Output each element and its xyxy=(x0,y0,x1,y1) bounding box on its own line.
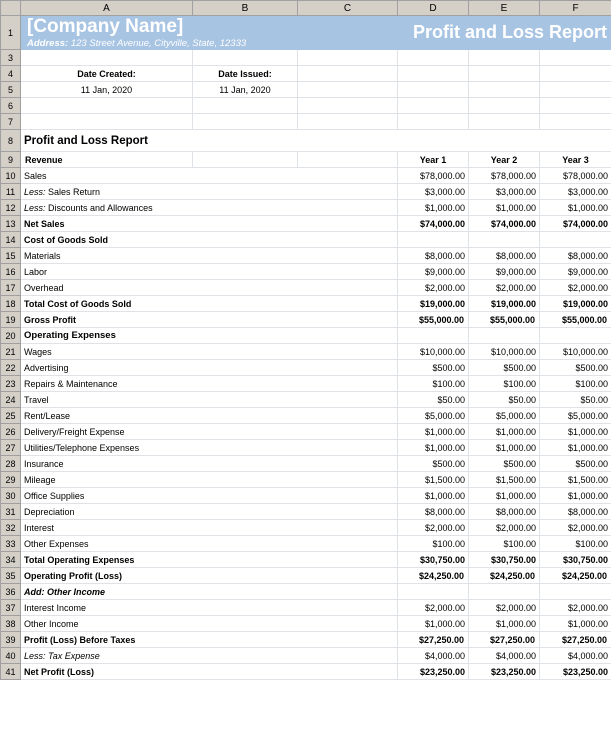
cell-b7[interactable] xyxy=(193,114,298,130)
line-materials-year2[interactable]: $8,000.00 xyxy=(469,248,540,264)
cell-f36[interactable] xyxy=(540,584,611,600)
line-advertising-year2[interactable]: $500.00 xyxy=(469,360,540,376)
cell-c6[interactable] xyxy=(298,98,398,114)
line-net-sales-year1[interactable]: $74,000.00 xyxy=(398,216,469,232)
line-operating-profit-year2[interactable]: $24,250.00 xyxy=(469,568,540,584)
row-24 xyxy=(1,392,611,408)
line-label-other-income[interactable]: Other Income xyxy=(21,616,398,632)
cell-e36[interactable] xyxy=(469,584,540,600)
line-profit-before-taxes-year2[interactable]: $27,250.00 xyxy=(469,632,540,648)
cell-a7[interactable] xyxy=(21,114,193,130)
row-8 xyxy=(1,130,611,152)
cogs-header[interactable]: Cost of Goods Sold xyxy=(21,232,398,248)
line-label-net-profit[interactable]: Net Profit (Loss) xyxy=(21,664,398,680)
line-advertising-year3[interactable]: $500.00 xyxy=(540,360,611,376)
cell-c3[interactable] xyxy=(298,50,398,66)
line-gross-profit-year3[interactable]: $55,000.00 xyxy=(540,312,611,328)
cell-e6[interactable] xyxy=(469,98,540,114)
line-sales-year1[interactable]: $78,000.00 xyxy=(398,168,469,184)
cell-e3[interactable] xyxy=(469,50,540,66)
line-wages-year2[interactable]: $10,000.00 xyxy=(469,344,540,360)
report-title: Profit and Loss Report xyxy=(398,16,611,50)
row-header-35[interactable]: 35 xyxy=(1,568,21,584)
line-overhead-year3[interactable]: $2,000.00 xyxy=(540,280,611,296)
cell-f5[interactable] xyxy=(540,82,611,98)
row-header-36[interactable]: 36 xyxy=(1,584,21,600)
row-22 xyxy=(1,360,611,376)
line-mileage-year1[interactable]: $1,500.00 xyxy=(398,472,469,488)
line-office-supplies-year3[interactable]: $1,000.00 xyxy=(540,488,611,504)
add-other-income-label[interactable]: Add: Other Income xyxy=(21,584,398,600)
line-insurance-year1[interactable]: $500.00 xyxy=(398,456,469,472)
address-value: 123 Street Avenue, Cityville, State, 12333 xyxy=(70,38,247,49)
cell-f7[interactable] xyxy=(540,114,611,130)
line-gross-profit-year1[interactable]: $55,000.00 xyxy=(398,312,469,328)
row-36 xyxy=(1,584,611,600)
row-header-34[interactable]: 34 xyxy=(1,552,21,568)
line-other-expenses-year1[interactable]: $100.00 xyxy=(398,536,469,552)
line-label-utilities[interactable]: Utilities/Telephone Expenses xyxy=(21,440,398,456)
revenue-header[interactable]: Revenue xyxy=(21,152,193,168)
report-section-title[interactable]: Profit and Loss Report xyxy=(21,130,611,152)
line-delivery-freight-year2[interactable]: $1,000.00 xyxy=(469,424,540,440)
cell-c4[interactable] xyxy=(298,66,398,82)
cell-d4[interactable] xyxy=(398,66,469,82)
line-net-sales-year3[interactable]: $74,000.00 xyxy=(540,216,611,232)
cell-c5[interactable] xyxy=(298,82,398,98)
row-11 xyxy=(1,184,611,200)
cogs-header-d[interactable] xyxy=(398,232,469,248)
row-7 xyxy=(1,114,611,130)
row-header-30[interactable]: 30 xyxy=(1,488,21,504)
cell-c7[interactable] xyxy=(298,114,398,130)
line-wages-year1[interactable]: $10,000.00 xyxy=(398,344,469,360)
line-label-interest[interactable]: Interest xyxy=(21,520,398,536)
column-header-row xyxy=(1,1,611,16)
row-header-18[interactable]: 18 xyxy=(1,296,21,312)
row-header-31[interactable]: 31 xyxy=(1,504,21,520)
line-discounts-year1[interactable]: $1,000.00 xyxy=(398,200,469,216)
row-header-20[interactable]: 20 xyxy=(1,328,21,344)
line-interest-income-year3[interactable]: $2,000.00 xyxy=(540,600,611,616)
line-label-profit-before-taxes[interactable]: Profit (Loss) Before Taxes xyxy=(21,632,398,648)
cell-e4[interactable] xyxy=(469,66,540,82)
row-9 xyxy=(1,152,611,168)
line-net-profit-year2[interactable]: $23,250.00 xyxy=(469,664,540,680)
row-27 xyxy=(1,440,611,456)
line-utilities-year1[interactable]: $1,000.00 xyxy=(398,440,469,456)
line-other-income-year1[interactable]: $1,000.00 xyxy=(398,616,469,632)
line-label-labor[interactable]: Labor xyxy=(21,264,398,280)
line-label-travel[interactable]: Travel xyxy=(21,392,398,408)
row-12 xyxy=(1,200,611,216)
line-rent-lease-year3[interactable]: $5,000.00 xyxy=(540,408,611,424)
row-21 xyxy=(1,344,611,360)
row-header-29[interactable]: 29 xyxy=(1,472,21,488)
row-header-8[interactable]: 8 xyxy=(1,130,21,152)
opex-header-d[interactable] xyxy=(398,328,469,344)
line-label-total-cogs[interactable]: Total Cost of Goods Sold xyxy=(21,296,398,312)
line-materials-year1[interactable]: $8,000.00 xyxy=(398,248,469,264)
row-header-15[interactable]: 15 xyxy=(1,248,21,264)
line-travel-year1[interactable]: $50.00 xyxy=(398,392,469,408)
line-depreciation-year1[interactable]: $8,000.00 xyxy=(398,504,469,520)
line-total-opex-year2[interactable]: $30,750.00 xyxy=(469,552,540,568)
line-utilities-year3[interactable]: $1,000.00 xyxy=(540,440,611,456)
cell-c9[interactable] xyxy=(298,152,398,168)
line-insurance-year3[interactable]: $500.00 xyxy=(540,456,611,472)
line-depreciation-year2[interactable]: $8,000.00 xyxy=(469,504,540,520)
line-travel-year3[interactable]: $50.00 xyxy=(540,392,611,408)
line-total-cogs-year3[interactable]: $19,000.00 xyxy=(540,296,611,312)
line-label-text: Discounts and Allowances xyxy=(48,202,153,213)
row-15 xyxy=(1,248,611,264)
line-rent-lease-year2[interactable]: $5,000.00 xyxy=(469,408,540,424)
row-header-32[interactable]: 32 xyxy=(1,520,21,536)
row-13 xyxy=(1,216,611,232)
address-label: Address: xyxy=(27,38,69,49)
row-header-28[interactable]: 28 xyxy=(1,456,21,472)
line-profit-before-taxes-year1[interactable]: $27,250.00 xyxy=(398,632,469,648)
line-total-opex-year3[interactable]: $30,750.00 xyxy=(540,552,611,568)
line-interest-income-year1[interactable]: $2,000.00 xyxy=(398,600,469,616)
line-labor-year3[interactable]: $9,000.00 xyxy=(540,264,611,280)
row-header-25[interactable]: 25 xyxy=(1,408,21,424)
line-materials-year3[interactable]: $8,000.00 xyxy=(540,248,611,264)
row-17 xyxy=(1,280,611,296)
line-label-gross-profit[interactable]: Gross Profit xyxy=(21,312,398,328)
line-other-income-year3[interactable]: $1,000.00 xyxy=(540,616,611,632)
line-label-interest-income[interactable]: Interest Income xyxy=(21,600,398,616)
line-depreciation-year3[interactable]: $8,000.00 xyxy=(540,504,611,520)
line-overhead-year1[interactable]: $2,000.00 xyxy=(398,280,469,296)
row-31 xyxy=(1,504,611,520)
date-issued-value[interactable]: 11 Jan, 2020 xyxy=(193,82,298,98)
row-header-17[interactable]: 17 xyxy=(1,280,21,296)
line-labor-year1[interactable]: $9,000.00 xyxy=(398,264,469,280)
row-header-26[interactable]: 26 xyxy=(1,424,21,440)
row-header-19[interactable]: 19 xyxy=(1,312,21,328)
line-label-repairs[interactable]: Repairs & Maintenance xyxy=(21,376,398,392)
line-label-office-supplies[interactable]: Office Supplies xyxy=(21,488,398,504)
line-label-tax-expense[interactable] xyxy=(21,648,398,664)
line-interest-year2[interactable]: $2,000.00 xyxy=(469,520,540,536)
select-all-corner[interactable] xyxy=(1,1,21,16)
row-41 xyxy=(1,664,611,680)
row-header-16[interactable]: 16 xyxy=(1,264,21,280)
line-label-insurance[interactable]: Insurance xyxy=(21,456,398,472)
line-total-opex-year1[interactable]: $30,750.00 xyxy=(398,552,469,568)
row-26 xyxy=(1,424,611,440)
column-header-e[interactable]: E xyxy=(469,1,540,16)
cell-d6[interactable] xyxy=(398,98,469,114)
row-38 xyxy=(1,616,611,632)
line-tax-expense-year2[interactable]: $4,000.00 xyxy=(469,648,540,664)
row-header-13[interactable]: 13 xyxy=(1,216,21,232)
line-operating-profit-year1[interactable]: $24,250.00 xyxy=(398,568,469,584)
line-sales-return-year2[interactable]: $3,000.00 xyxy=(469,184,540,200)
line-utilities-year2[interactable]: $1,000.00 xyxy=(469,440,540,456)
line-tax-expense-year1[interactable]: $4,000.00 xyxy=(398,648,469,664)
line-label-wages[interactable]: Wages xyxy=(21,344,398,360)
cogs-header-e[interactable] xyxy=(469,232,540,248)
column-header-b[interactable]: B xyxy=(193,1,298,16)
row-header-4[interactable]: 4 xyxy=(1,66,21,82)
line-interest-year1[interactable]: $2,000.00 xyxy=(398,520,469,536)
row-34 xyxy=(1,552,611,568)
row-37 xyxy=(1,600,611,616)
row-14 xyxy=(1,232,611,248)
row-30 xyxy=(1,488,611,504)
line-label-sales-return[interactable] xyxy=(21,184,398,200)
line-label-sales[interactable]: Sales xyxy=(21,168,398,184)
row-10 xyxy=(1,168,611,184)
column-header-c[interactable]: C xyxy=(298,1,398,16)
line-label-rent-lease[interactable]: Rent/Lease xyxy=(21,408,398,424)
line-label-text: Tax Expense xyxy=(48,650,100,661)
cell-b9[interactable] xyxy=(193,152,298,168)
line-label-mileage[interactable]: Mileage xyxy=(21,472,398,488)
opex-header[interactable]: Operating Expenses xyxy=(21,328,398,344)
cell-e7[interactable] xyxy=(469,114,540,130)
row-6 xyxy=(1,98,611,114)
line-overhead-year2[interactable]: $2,000.00 xyxy=(469,280,540,296)
date-issued-label[interactable]: Date Issued: xyxy=(193,66,298,82)
line-travel-year2[interactable]: $50.00 xyxy=(469,392,540,408)
line-label-text: Sales Return xyxy=(48,186,101,197)
company-address xyxy=(27,38,391,49)
row-19 xyxy=(1,312,611,328)
line-sales-return-year1[interactable]: $3,000.00 xyxy=(398,184,469,200)
row-header-37[interactable]: 37 xyxy=(1,600,21,616)
row-32 xyxy=(1,520,611,536)
line-total-cogs-year1[interactable]: $19,000.00 xyxy=(398,296,469,312)
line-repairs-year2[interactable]: $100.00 xyxy=(469,376,540,392)
less-prefix: Less: xyxy=(24,186,46,197)
row-header-21[interactable]: 21 xyxy=(1,344,21,360)
row-header-10[interactable]: 10 xyxy=(1,168,21,184)
line-operating-profit-year3[interactable]: $24,250.00 xyxy=(540,568,611,584)
row-header-7[interactable]: 7 xyxy=(1,114,21,130)
line-office-supplies-year1[interactable]: $1,000.00 xyxy=(398,488,469,504)
less-prefix: Less: xyxy=(24,650,46,661)
row-23 xyxy=(1,376,611,392)
cell-a3[interactable] xyxy=(21,50,193,66)
row-3 xyxy=(1,50,611,66)
date-created-label[interactable]: Date Created: xyxy=(21,66,193,82)
row-25 xyxy=(1,408,611,424)
row-29 xyxy=(1,472,611,488)
line-interest-income-year2[interactable]: $2,000.00 xyxy=(469,600,540,616)
line-label-advertising[interactable]: Advertising xyxy=(21,360,398,376)
row-33 xyxy=(1,536,611,552)
line-mileage-year2[interactable]: $1,500.00 xyxy=(469,472,540,488)
row-header-22[interactable]: 22 xyxy=(1,360,21,376)
row-header-9[interactable]: 9 xyxy=(1,152,21,168)
row-header-3[interactable]: 3 xyxy=(1,50,21,66)
row-header-24[interactable]: 24 xyxy=(1,392,21,408)
line-rent-lease-year1[interactable]: $5,000.00 xyxy=(398,408,469,424)
line-label-delivery-freight[interactable]: Delivery/Freight Expense xyxy=(21,424,398,440)
line-sales-year3[interactable]: $78,000.00 xyxy=(540,168,611,184)
row-header-14[interactable]: 14 xyxy=(1,232,21,248)
cell-d36[interactable] xyxy=(398,584,469,600)
company-name: [Company Name] xyxy=(27,16,184,37)
line-net-sales-year2[interactable]: $74,000.00 xyxy=(469,216,540,232)
cell-d3[interactable] xyxy=(398,50,469,66)
line-sales-year2[interactable]: $78,000.00 xyxy=(469,168,540,184)
line-discounts-year2[interactable]: $1,000.00 xyxy=(469,200,540,216)
year-1-header[interactable]: Year 1 xyxy=(398,152,469,168)
line-label-materials[interactable]: Materials xyxy=(21,248,398,264)
cell-b6[interactable] xyxy=(193,98,298,114)
line-labor-year2[interactable]: $9,000.00 xyxy=(469,264,540,280)
line-label-operating-profit[interactable]: Operating Profit (Loss) xyxy=(21,568,398,584)
row-4 xyxy=(1,66,611,82)
line-mileage-year3[interactable]: $1,500.00 xyxy=(540,472,611,488)
row-header-40[interactable]: 40 xyxy=(1,648,21,664)
row-header-6[interactable]: 6 xyxy=(1,98,21,114)
column-header-f[interactable]: F xyxy=(540,1,611,16)
opex-header-e[interactable] xyxy=(469,328,540,344)
company-name-cell[interactable] xyxy=(21,16,398,50)
row-header-41[interactable]: 41 xyxy=(1,664,21,680)
line-wages-year3[interactable]: $10,000.00 xyxy=(540,344,611,360)
line-label-total-opex[interactable]: Total Operating Expenses xyxy=(21,552,398,568)
line-tax-expense-year3[interactable]: $4,000.00 xyxy=(540,648,611,664)
opex-header-f[interactable] xyxy=(540,328,611,344)
line-discounts-year3[interactable]: $1,000.00 xyxy=(540,200,611,216)
cell-d7[interactable] xyxy=(398,114,469,130)
row-header-5[interactable]: 5 xyxy=(1,82,21,98)
line-profit-before-taxes-year3[interactable]: $27,250.00 xyxy=(540,632,611,648)
line-other-income-year2[interactable]: $1,000.00 xyxy=(469,616,540,632)
cell-d5[interactable] xyxy=(398,82,469,98)
row-header-39[interactable]: 39 xyxy=(1,632,21,648)
cell-a6[interactable] xyxy=(21,98,193,114)
line-net-profit-year3[interactable]: $23,250.00 xyxy=(540,664,611,680)
line-label-depreciation[interactable]: Depreciation xyxy=(21,504,398,520)
line-advertising-year1[interactable]: $500.00 xyxy=(398,360,469,376)
row-18 xyxy=(1,296,611,312)
line-label-overhead[interactable]: Overhead xyxy=(21,280,398,296)
cell-f6[interactable] xyxy=(540,98,611,114)
row-5 xyxy=(1,82,611,98)
year-3-header[interactable]: Year 3 xyxy=(540,152,611,168)
row-header-27[interactable]: 27 xyxy=(1,440,21,456)
line-label-discounts[interactable] xyxy=(21,200,398,216)
line-label-net-sales[interactable]: Net Sales xyxy=(21,216,398,232)
less-prefix: Less: xyxy=(24,202,46,213)
line-gross-profit-year2[interactable]: $55,000.00 xyxy=(469,312,540,328)
cogs-header-f[interactable] xyxy=(540,232,611,248)
line-repairs-year3[interactable]: $100.00 xyxy=(540,376,611,392)
row-16 xyxy=(1,264,611,280)
row-20 xyxy=(1,328,611,344)
row-40 xyxy=(1,648,611,664)
line-delivery-freight-year3[interactable]: $1,000.00 xyxy=(540,424,611,440)
row-35 xyxy=(1,568,611,584)
year-2-header[interactable]: Year 2 xyxy=(469,152,540,168)
line-delivery-freight-year1[interactable]: $1,000.00 xyxy=(398,424,469,440)
line-other-expenses-year2[interactable]: $100.00 xyxy=(469,536,540,552)
row-28 xyxy=(1,456,611,472)
line-insurance-year2[interactable]: $500.00 xyxy=(469,456,540,472)
row-39 xyxy=(1,632,611,648)
line-interest-year3[interactable]: $2,000.00 xyxy=(540,520,611,536)
line-sales-return-year3[interactable]: $3,000.00 xyxy=(540,184,611,200)
line-repairs-year1[interactable]: $100.00 xyxy=(398,376,469,392)
row-header-12[interactable]: 12 xyxy=(1,200,21,216)
row-header-11[interactable]: 11 xyxy=(1,184,21,200)
row-header-23[interactable]: 23 xyxy=(1,376,21,392)
column-header-d[interactable]: D xyxy=(398,1,469,16)
line-net-profit-year1[interactable]: $23,250.00 xyxy=(398,664,469,680)
line-total-cogs-year2[interactable]: $19,000.00 xyxy=(469,296,540,312)
line-other-expenses-year3[interactable]: $100.00 xyxy=(540,536,611,552)
cell-f4[interactable] xyxy=(540,66,611,82)
cell-b3[interactable] xyxy=(193,50,298,66)
cell-f3[interactable] xyxy=(540,50,611,66)
row-header-1-2[interactable]: 1 xyxy=(1,16,21,50)
date-created-value[interactable]: 11 Jan, 2020 xyxy=(21,82,193,98)
line-label-other-expenses[interactable]: Other Expenses xyxy=(21,536,398,552)
line-office-supplies-year2[interactable]: $1,000.00 xyxy=(469,488,540,504)
column-header-a[interactable]: A xyxy=(21,1,193,16)
cell-e5[interactable] xyxy=(469,82,540,98)
row-header-33[interactable]: 33 xyxy=(1,536,21,552)
row-header-38[interactable]: 38 xyxy=(1,616,21,632)
